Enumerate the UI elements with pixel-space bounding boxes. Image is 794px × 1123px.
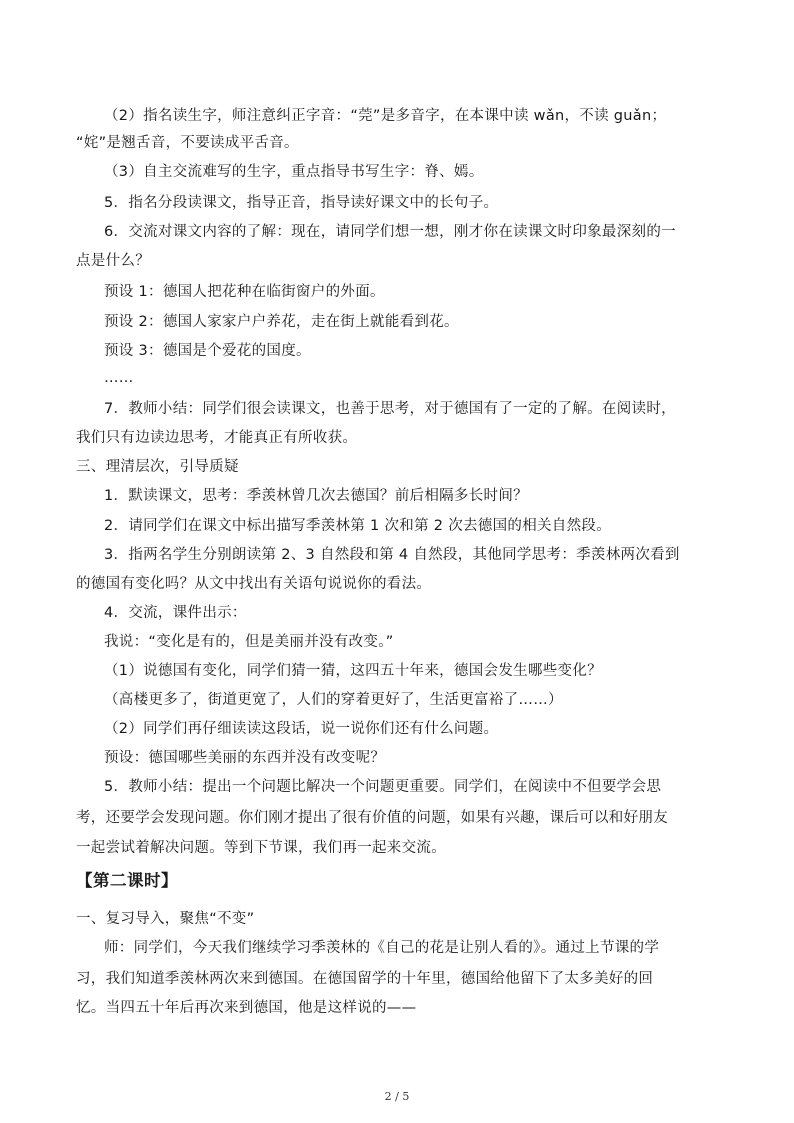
paragraph-line: “姹”是翘舌音，不要读成平舌音。 [76, 135, 299, 151]
paragraph-line: 6．交流对课文内容的了解：现在，请同学们想一想，刚才你在读课文时印象最深刻的一 [104, 224, 676, 240]
paragraph-line: 5．指名分段读课文，指导正音，指导读好课文中的长句子。 [104, 195, 499, 211]
paragraph-line: 一起尝试着解决问题。等到下节课，我们再一起来交流。 [76, 840, 446, 856]
paragraph-line: …… [104, 370, 134, 386]
paragraph-line: 我说：“变化是有的，但是美丽并没有改变。” [104, 634, 394, 650]
paragraph-line: 的德国有变化吗？从文中找出有关语句说说你的看法。 [76, 576, 432, 592]
paragraph-line: 预设 1：德国人把花种在临街窗户的外面。 [104, 284, 385, 300]
paragraph-line: 师：同学们，今天我们继续学习季羡林的《自己的花是让别人看的》。通过上节课的学 [104, 940, 660, 956]
lesson-heading: 【第二课时】 [76, 871, 178, 890]
paragraph-line: 7．教师小结：同学们很会读课文，也善于思考，对于德国有了一定的了解。在阅读时， [104, 401, 676, 417]
section-heading: 三、理清层次，引导质疑 [76, 459, 239, 475]
paragraph-line: （1）说德国有变化，同学们猜一猜，这四五十年来，德国会发生哪些变化？ [104, 663, 602, 679]
paragraph-line: 3．指两名学生分别朗读第 2、3 自然段和第 4 自然段，其他同学思考：季羡林两次看到 [104, 547, 680, 563]
paragraph-line: 点是什么？ [76, 253, 150, 269]
paragraph-line: 预设：德国哪些美丽的东西并没有改变呢？ [104, 750, 386, 766]
paragraph-line: 预设 3：德国是个爱花的国度。 [104, 343, 311, 359]
paragraph-line: 5．教师小结：提出一个问题比解决一个问题更重要。同学们，在阅读中不但要学会思 [104, 779, 662, 795]
paragraph-line: （高楼更多了，街道更宽了，人们的穿着更好了，生活更富裕了……） [104, 692, 563, 708]
paragraph-line: （3）自主交流难写的生字，重点指导书写生字：脊、嫣。 [104, 164, 484, 180]
paragraph-line: 习，我们知道季羡林两次来到德国。在德国留学的十年里，德国给他留下了太多美好的回 [76, 971, 654, 987]
paragraph-line: 2．请同学们在课文中标出描写季羡林第 1 次和第 2 次去德国的相关自然段。 [104, 518, 612, 534]
paragraph-line: 考，还要学会发现问题。你们刚才提出了很有价值的问题，如果有兴趣，课后可以和好朋友 [76, 810, 668, 826]
section-heading: 一、复习导入，聚焦“不变” [76, 911, 255, 927]
paragraph-line: （2）同学们再仔细读读这段话，说一说你们还有什么问题。 [104, 721, 499, 737]
paragraph-line: 预设 2：德国人家家户户养花，走在街上就能看到花。 [104, 314, 459, 330]
paragraph-line: （2）指名读生字，师注意纠正字音：“莞”是多音字，在本课中读 wǎn，不读 guǎn； [104, 108, 667, 124]
paragraph-line: 我们只有边读边思考，才能真正有所收获。 [76, 430, 358, 446]
paragraph-line: 1．默读课文，思考：季羡林曾几次去德国？前后相隔多长时间？ [104, 488, 528, 504]
paragraph-line: 4．交流，课件出示： [104, 605, 247, 621]
paragraph-line: 忆。当四五十年后再次来到德国，他是这样说的—— [76, 1000, 417, 1016]
page-number: 2 / 5 [384, 1090, 410, 1103]
